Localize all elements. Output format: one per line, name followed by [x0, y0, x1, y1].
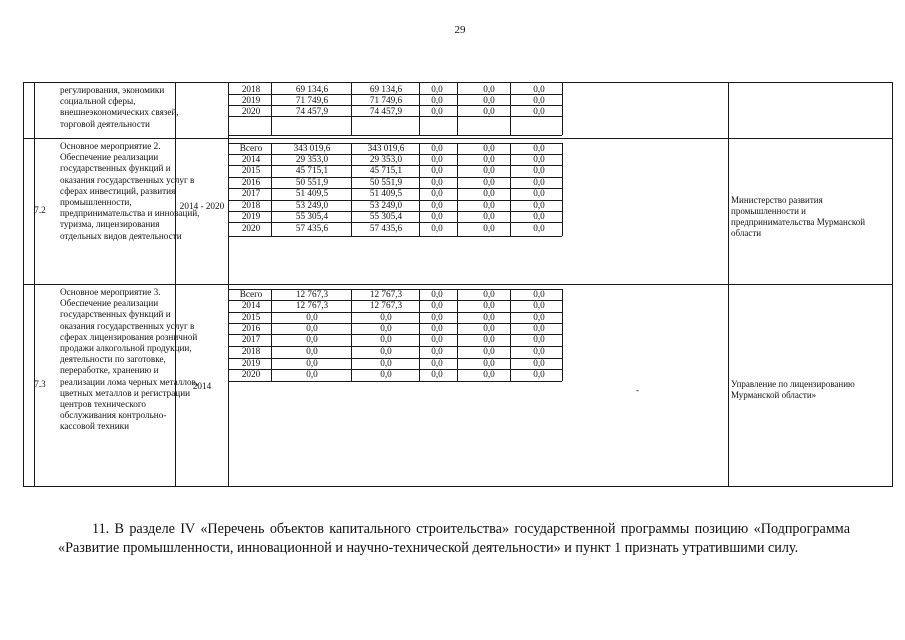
- value-regional: 57 435,6: [369, 223, 403, 233]
- value-total: 55 305,4: [295, 211, 329, 221]
- grid-line: [271, 83, 272, 135]
- body-paragraph: [58, 520, 850, 558]
- value-other: 0,0: [533, 154, 545, 164]
- measure-executor: Управление по лицензированию Мурманской области»: [731, 379, 855, 400]
- row-year: 2014: [241, 300, 261, 310]
- value-local: 0,0: [483, 323, 495, 333]
- value-federal: 0,0: [431, 323, 443, 333]
- value-other: 0,0: [533, 323, 545, 333]
- measure-description: регулирования, экономики социальной сферы, внешнеэкономических связей, торговой деятельности: [60, 85, 179, 129]
- measure-description: Основное мероприятие 2. Обеспечение реализации государственных функций и оказания государственных услуг в сферах инвестиций, развития промышленности, предпринимательства и инноваций, туризма, лицензирования отдельных видов деятельности: [60, 141, 200, 241]
- value-other: 0,0: [533, 188, 545, 198]
- value-federal: 0,0: [431, 358, 443, 368]
- grid-line: [271, 289, 272, 381]
- value-regional: 51 409,5: [369, 188, 403, 198]
- row-year: Всего: [239, 289, 263, 299]
- grid-line: [562, 143, 563, 236]
- grid-line: [419, 289, 420, 381]
- value-regional: 12 767,3: [369, 300, 403, 310]
- value-total: 74 457,9: [295, 106, 329, 116]
- value-regional: 0,0: [380, 334, 392, 344]
- value-regional: 71 749,6: [369, 95, 403, 105]
- grid-line: [228, 236, 562, 237]
- value-regional: 0,0: [380, 358, 392, 368]
- row-year: 2019: [241, 358, 261, 368]
- value-regional: 50 551,9: [369, 177, 403, 187]
- value-federal: 0,0: [431, 334, 443, 344]
- value-total: 0,0: [306, 312, 318, 322]
- measure-period: 2014: [192, 381, 212, 391]
- value-federal: 0,0: [431, 289, 443, 299]
- value-other: 0,0: [533, 95, 545, 105]
- value-total: 0,0: [306, 358, 318, 368]
- measure-index: 7.2: [34, 205, 46, 215]
- value-local: 0,0: [483, 289, 495, 299]
- value-total: 0,0: [306, 346, 318, 356]
- value-federal: 0,0: [431, 300, 443, 310]
- grid-line: [562, 289, 563, 381]
- value-other: 0,0: [533, 346, 545, 356]
- value-regional: 74 457,9: [369, 106, 403, 116]
- value-other: 0,0: [533, 177, 545, 187]
- value-regional: 343 019,6: [367, 143, 405, 153]
- value-total: 45 715,1: [295, 165, 329, 175]
- value-total: 12 767,3: [295, 289, 329, 299]
- row-year: 2020: [241, 106, 261, 116]
- grid-line: [351, 83, 352, 135]
- value-local: 0,0: [483, 358, 495, 368]
- value-federal: 0,0: [431, 312, 443, 322]
- grid-line: [457, 83, 458, 135]
- row-year: 2019: [241, 95, 261, 105]
- value-other: 0,0: [533, 200, 545, 210]
- funding-table: [23, 82, 893, 487]
- value-other: 0,0: [533, 223, 545, 233]
- value-federal: 0,0: [431, 154, 443, 164]
- value-federal: 0,0: [431, 188, 443, 198]
- measure-index: 7.3: [34, 379, 46, 389]
- row-year: 2018: [241, 84, 261, 94]
- row-year: 2017: [241, 188, 261, 198]
- value-local: 0,0: [483, 312, 495, 322]
- value-total: 343 019,6: [293, 143, 331, 153]
- value-regional: 0,0: [380, 369, 392, 379]
- value-total: 29 353,0: [295, 154, 329, 164]
- value-federal: 0,0: [431, 165, 443, 175]
- value-federal: 0,0: [431, 369, 443, 379]
- value-local: 0,0: [483, 106, 495, 116]
- value-regional: 0,0: [380, 346, 392, 356]
- value-local: 0,0: [483, 188, 495, 198]
- value-other: 0,0: [533, 334, 545, 344]
- value-regional: 0,0: [380, 312, 392, 322]
- grid-line: [457, 289, 458, 381]
- row-year: 2015: [241, 312, 261, 322]
- value-local: 0,0: [483, 143, 495, 153]
- row-border: [24, 138, 892, 139]
- grid-line: [228, 135, 562, 136]
- empty-cell-dash: -: [636, 385, 640, 395]
- grid-line: [351, 289, 352, 381]
- value-local: 0,0: [483, 154, 495, 164]
- value-federal: 0,0: [431, 200, 443, 210]
- value-total: 57 435,6: [295, 223, 329, 233]
- value-local: 0,0: [483, 95, 495, 105]
- value-regional: 45 715,1: [369, 165, 403, 175]
- row-year: 2016: [241, 177, 261, 187]
- value-other: 0,0: [533, 369, 545, 379]
- value-total: 12 767,3: [295, 300, 329, 310]
- value-regional: 55 305,4: [369, 211, 403, 221]
- value-other: 0,0: [533, 165, 545, 175]
- value-total: 0,0: [306, 334, 318, 344]
- value-other: 0,0: [533, 300, 545, 310]
- row-year: 2014: [241, 154, 261, 164]
- grid-line: [510, 83, 511, 135]
- value-federal: 0,0: [431, 223, 443, 233]
- value-other: 0,0: [533, 106, 545, 116]
- value-federal: 0,0: [431, 211, 443, 221]
- value-other: 0,0: [533, 358, 545, 368]
- value-federal: 0,0: [431, 106, 443, 116]
- row-year: Всего: [239, 143, 263, 153]
- grid-line: [562, 83, 563, 135]
- value-local: 0,0: [483, 177, 495, 187]
- page-number: 29: [454, 24, 466, 36]
- measure-period: 2014 - 2020: [179, 201, 225, 211]
- value-regional: 29 353,0: [369, 154, 403, 164]
- value-local: 0,0: [483, 369, 495, 379]
- value-federal: 0,0: [431, 95, 443, 105]
- row-year: 2019: [241, 211, 261, 221]
- value-local: 0,0: [483, 165, 495, 175]
- value-total: 71 749,6: [295, 95, 329, 105]
- measure-executor: Министерство развития промышленности и предпринимательства Мурманской области: [731, 195, 866, 238]
- row-year: 2015: [241, 165, 261, 175]
- grid-line: [510, 289, 511, 381]
- row-year: 2017: [241, 334, 261, 344]
- value-local: 0,0: [483, 346, 495, 356]
- value-total: 53 249,0: [295, 200, 329, 210]
- paragraph-text: 11. В разделе IV «Перечень объектов капитального строительства» государственной программы позицию «Подпрограмма «Развитие промышленности, инновационной и научно-технической деятельности» и пункт 1 признать утратившими силу.: [58, 521, 850, 556]
- value-other: 0,0: [533, 289, 545, 299]
- value-total: 51 409,5: [295, 188, 329, 198]
- row-year: 2018: [241, 200, 261, 210]
- value-regional: 0,0: [380, 323, 392, 333]
- value-local: 0,0: [483, 223, 495, 233]
- value-other: 0,0: [533, 84, 545, 94]
- value-regional: 53 249,0: [369, 200, 403, 210]
- value-federal: 0,0: [431, 177, 443, 187]
- grid-line: [419, 83, 420, 135]
- row-year: 2020: [241, 223, 261, 233]
- value-total: 0,0: [306, 323, 318, 333]
- row-year: 2020: [241, 369, 261, 379]
- value-local: 0,0: [483, 300, 495, 310]
- value-local: 0,0: [483, 84, 495, 94]
- grid-line: [228, 381, 562, 382]
- value-local: 0,0: [483, 211, 495, 221]
- row-year: 2016: [241, 323, 261, 333]
- value-regional: 12 767,3: [369, 289, 403, 299]
- measure-description: Основное мероприятие 3. Обеспечение реализации государственных функций и оказания государственных услуг в сферах лицензирования розничной продажи алкогольной продукции, деятельности по заготовке, переработке, хранению и реализации лома черных металлов, цветных металлов и регистрации центров технического обслуживания контрольно-кассовой техники: [60, 287, 199, 432]
- row-year: 2018: [241, 346, 261, 356]
- value-other: 0,0: [533, 312, 545, 322]
- row-border: [24, 284, 892, 285]
- value-total: 50 551,9: [295, 177, 329, 187]
- value-local: 0,0: [483, 334, 495, 344]
- value-local: 0,0: [483, 200, 495, 210]
- value-other: 0,0: [533, 143, 545, 153]
- value-federal: 0,0: [431, 346, 443, 356]
- value-other: 0,0: [533, 211, 545, 221]
- value-total: 69 134,6: [295, 84, 329, 94]
- value-federal: 0,0: [431, 143, 443, 153]
- value-regional: 69 134,6: [369, 84, 403, 94]
- value-total: 0,0: [306, 369, 318, 379]
- value-federal: 0,0: [431, 84, 443, 94]
